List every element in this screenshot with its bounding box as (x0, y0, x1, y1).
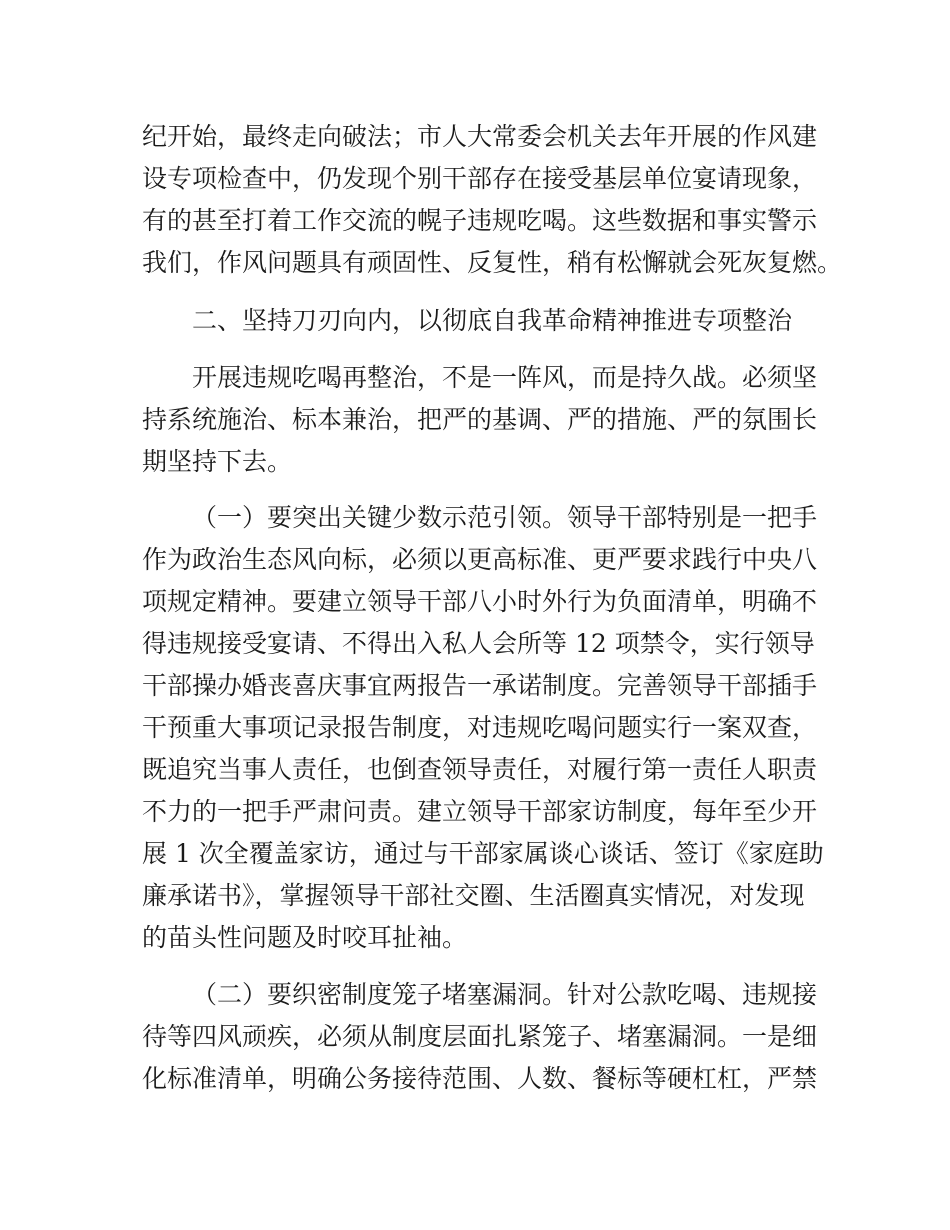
paragraph-line: 的苗头性问题及时咬耳扯袖。 (142, 923, 468, 952)
subsection-line: （一）要突出关键少数示范引领。领导干部特别是一把手 (192, 503, 818, 532)
paragraph-line: 纪开始，最终走向破法；市人大常委会机关去年开展的作风建 (142, 122, 818, 151)
paragraph-line: 廉承诺书》，掌握领导干部社交圈、生活圈真实情况，对发现 (142, 881, 805, 910)
paragraph-line: 展 1 次全覆盖家访，通过与干部家属谈心谈话、签订《家庭助 (142, 839, 824, 868)
paragraph-line: 待等四风顽疾，必须从制度层面扎紧笼子、堵塞漏洞。一是细 (142, 1022, 818, 1051)
subsection-line: （二）要织密制度笼子堵塞漏洞。针对公款吃喝、违规接 (192, 980, 818, 1009)
paragraph-line: 开展违规吃喝再整治，不是一阵风，而是持久战。必须坚 (192, 363, 818, 392)
section-heading: 二、坚持刀刃向内，以彻底自我革命精神推进专项整治 (192, 306, 793, 335)
paragraph-line: 持系统施治、标本兼治，把严的基调、严的措施、严的氛围长 (142, 405, 818, 434)
paragraph-line: 我们，作风问题具有顽固性、反复性，稍有松懈就会死灰复燃。 (142, 248, 843, 277)
paragraph-line: 设专项检查中，仍发现个别干部存在接受基层单位宴请现象， (142, 164, 818, 193)
paragraph-line: 既追究当事人责任，也倒查领导责任，对履行第一责任人职责 (142, 755, 818, 784)
paragraph-line: 期坚持下去。 (142, 447, 293, 476)
paragraph-line: 有的甚至打着工作交流的幌子违规吃喝。这些数据和事实警示 (142, 206, 818, 235)
paragraph-line: 得违规接受宴请、不得出入私人会所等 12 项禁令，实行领导 (142, 629, 815, 658)
paragraph-line: 干预重大事项记录报告制度，对违规吃喝问题实行一案双查， (142, 713, 818, 742)
paragraph-line: 不力的一把手严肃问责。建立领导干部家访制度，每年至少开 (142, 797, 818, 826)
paragraph-line: 作为政治生态风向标，必须以更高标准、更严要求践行中央八 (142, 545, 818, 574)
paragraph-line: 干部操办婚丧喜庆事宜两报告一承诺制度。完善领导干部插手 (142, 671, 818, 700)
paragraph-line: 化标准清单，明确公务接待范围、人数、餐标等硬杠杠，严禁 (142, 1064, 818, 1093)
paragraph-line: 项规定精神。要建立领导干部八小时外行为负面清单，明确不 (142, 587, 818, 616)
